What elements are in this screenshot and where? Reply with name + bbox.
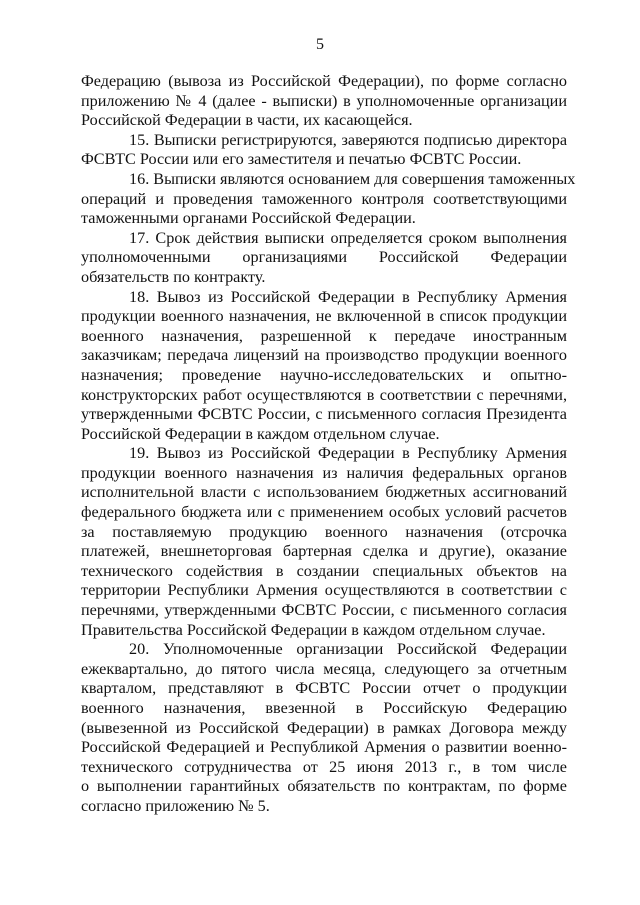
text-line: утвержденными ФСВТС России, с письменного согласия Президента — [81, 405, 567, 424]
text-line: 19. Вывоз из Российской Федерации в Республику Армения — [129, 444, 567, 463]
text-line: кварталом, представляют в ФСВТС России отчет о продукции — [81, 679, 567, 698]
text-line: Российской Федерации в каждом отдельном случае. — [81, 424, 440, 443]
paragraph-18 — [81, 288, 567, 445]
text-line: Российской Федерацией и Республикой Армения о развитии военно- — [81, 738, 567, 757]
text-line: технического сотрудничества от 25 июня 2013 г., в том числе — [81, 757, 567, 776]
paragraph-20 — [81, 640, 567, 816]
text-line: приложению № 4 (далее - выписки) в уполномоченные организации — [81, 91, 567, 110]
text-line: технического содействия в создании специальных объектов на — [81, 561, 567, 580]
paragraph-19 — [81, 444, 567, 640]
text-line: продукции военного назначения, не включенной в список продукции — [81, 307, 567, 326]
text-line: конструкторских работ осуществляются в соответствии с перечнями, — [81, 385, 567, 404]
text-line: Правительства Российской Федерации в каждом отдельном случае. — [81, 620, 546, 639]
text-line: перечнями, утвержденными ФСВТС России, с письменного согласия — [81, 601, 567, 620]
text-line: 17. Срок действия выписки определяется сроком выполнения — [129, 228, 567, 247]
text-line: таможенными органами Российской Федерации. — [81, 209, 416, 228]
document-body — [81, 72, 576, 817]
paragraph-continuation — [81, 72, 567, 131]
paragraph-15 — [81, 131, 567, 170]
text-line: ФСВТС России или его заместителя и печатью ФСВТС России. — [81, 150, 522, 169]
text-line: 16. Выписки являются основанием для совершения таможенных — [129, 169, 576, 188]
text-line: платежей, внешнеторговая бартерная сделка и другие), оказание — [81, 542, 567, 561]
text-line: согласно приложению № 5. — [81, 796, 270, 815]
text-line: о выполнении гарантийных обязательств по контрактам, по форме — [81, 777, 567, 796]
text-line: операций и проведения таможенного контроля соответствующими — [81, 189, 567, 208]
text-line: продукции военного назначения из наличия федеральных органов — [81, 463, 567, 482]
text-line: назначения; проведение научно-исследовательских и опытно- — [81, 365, 567, 384]
text-line: ежеквартально, до пятого числа месяца, следующего за отчетным — [81, 659, 567, 678]
text-line: за поставляемую продукцию военного назначения (отсрочка — [81, 522, 567, 541]
text-line: 20. Уполномоченные организации Российской Федерации — [129, 640, 567, 659]
text-line: федерального бюджета или с применением особых условий расчетов — [81, 503, 567, 522]
text-line: Федерацию (вывоза из Российской Федерации), по форме согласно — [81, 72, 567, 90]
page-number: 5 — [316, 36, 324, 53]
text-line: 15. Выписки регистрируются, заверяются подписью директора — [129, 130, 567, 149]
text-line: территории Республики Армения осуществляются в соответствии с — [81, 581, 567, 600]
text-line: заказчикам; передача лицензий на производство продукции военного — [81, 346, 567, 365]
text-line: обязательств по контракту. — [81, 267, 266, 286]
text-line: военного назначения, ввезенной в Российскую Федерацию — [81, 699, 567, 717]
text-line: Российской Федерации в части, их касающейся. — [81, 111, 413, 130]
paragraph-17 — [81, 229, 567, 288]
text-line: уполномоченными организациями Российской Федерации — [81, 248, 567, 267]
text-line: военного назначения, разрешенной к передаче иностранным — [81, 326, 567, 345]
text-line: (вывезенной из Российской Федерации) в рамках Договора между — [81, 718, 567, 737]
text-line: исполнительной власти с использованием бюджетных ассигнований — [81, 483, 567, 502]
text-line: 18. Вывоз из Российской Федерации в Республику Армения — [129, 287, 567, 306]
paragraph-16 — [81, 169, 576, 229]
